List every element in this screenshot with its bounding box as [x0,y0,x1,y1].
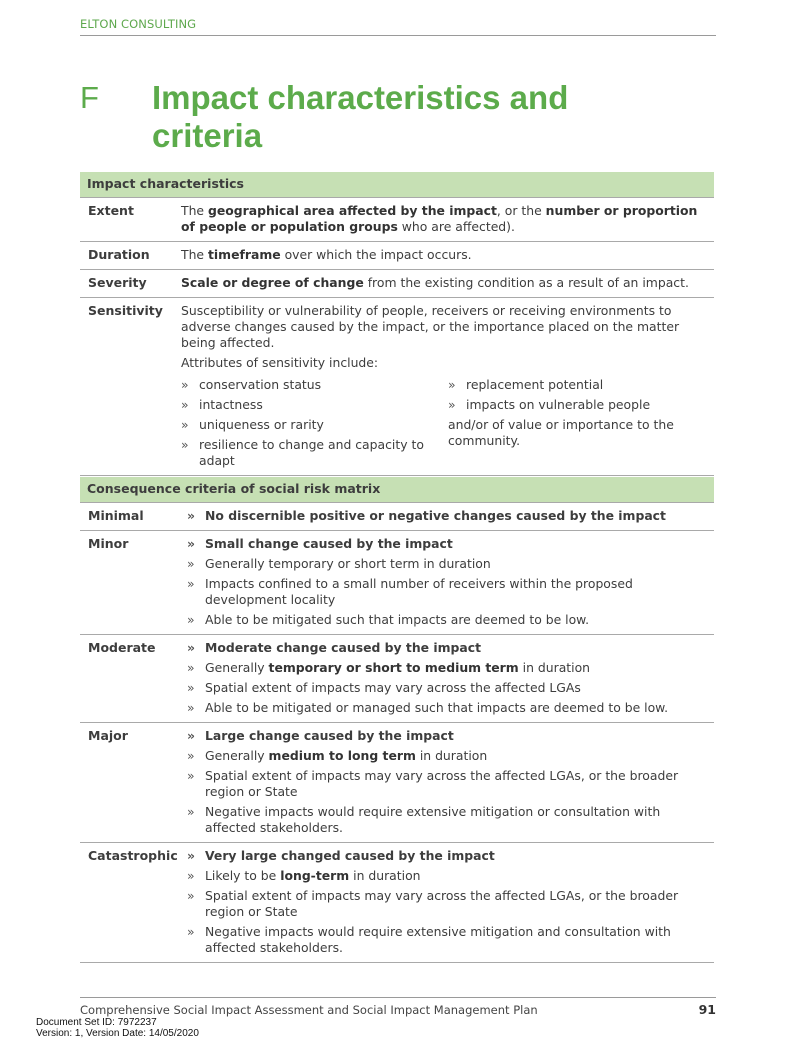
bullet-icon: » [181,376,189,392]
list-item: » Able to be mitigated or managed such that impacts are deemed to be low. [187,699,669,715]
sensitivity-description: Susceptibility or vulnerability of people, receivers or receiving environments to adverse changes caused by the impact, or the importance placed on the matter being affected. [181,302,680,350]
list-item: » intactness [181,396,263,412]
table-row [80,197,714,241]
bullet-icon: » [181,436,189,452]
bullet-icon: » [187,727,196,743]
table-row [80,842,714,962]
row-label: Severity [80,269,181,297]
bullet-icon: » [187,747,195,763]
list-item: » Spatial extent of impacts may vary across the affected LGAs, or the broader region or State [187,767,679,799]
table-heading: Consequence criteria of social risk matrix [80,477,714,502]
table-row [80,634,714,722]
version-info: Version: 1, Version Date: 14/05/2020 [36,1028,199,1039]
row-label: Extent [80,197,181,241]
list-item: » No discernible positive or negative changes caused by the impact [187,507,666,523]
list-item: » Very large changed caused by the impact [187,847,495,863]
bullet-icon: » [181,416,189,432]
table-row [80,530,714,634]
bullet-icon: » [187,847,196,863]
bullet-icon: » [187,555,195,571]
list-item: » Able to be mitigated such that impacts are deemed to be low. [187,611,590,627]
table-row [80,297,714,475]
attribute-list-right [448,377,708,469]
bullet-icon: » [187,611,195,627]
bullet-icon: » [187,507,196,523]
bullet-icon: » [187,659,195,675]
document-set-id: Document Set ID: 7972237 [36,1017,157,1028]
table-row [80,722,714,842]
bullet-icon: » [187,887,195,903]
list-item: » Generally temporary or short term in duration [187,555,491,571]
row-label: Major [80,722,187,842]
list-item: » Negative impacts would require extensive mitigation or consultation with affected stakeholders. [187,803,661,835]
list-item: » Spatial extent of impacts may vary across the affected LGAs [187,679,581,695]
row-label: Minor [80,530,187,634]
bullet-icon: » [181,396,189,412]
row-text: Scale or degree of change from the existing condition as a result of an impact. [181,269,714,297]
list-item: » Negative impacts would require extensive mitigation and consultation with affected stakeholders. [187,923,671,955]
list-item: » Generally medium to long term in duration [187,747,488,763]
list-item: » Generally temporary or short to medium term in duration [187,659,591,675]
table-row [80,269,714,297]
running-header [80,17,716,36]
impact-characteristics-table [80,172,714,476]
list-item: » Large change caused by the impact [187,727,454,743]
row-label: Sensitivity [80,297,181,475]
bullet-icon: » [187,867,195,883]
footer-text: Comprehensive Social Impact Assessment and Social Impact Management Plan [80,1003,538,1017]
page-title: Impact characteristics and criteria [152,79,569,154]
row-label: Minimal [80,502,187,530]
page-footer [80,997,716,1017]
consequence-criteria-table [80,477,714,963]
sensitivity-intro: Attributes of sensitivity include: [181,354,379,370]
attribute-list-left [181,377,448,469]
row-text: The geographical area affected by the impact, or the number or proportion of people or population groups who are affected). [181,197,714,241]
list-item: » impacts on vulnerable people [448,396,651,412]
table-heading: Impact characteristics [80,172,714,197]
row-text [181,297,714,475]
row-label: Catastrophic [80,842,187,962]
list-tail: and/or of value or importance to the community. [448,416,674,448]
list-item: » Likely to be long-term in duration [187,867,421,883]
row-label: Duration [80,241,181,269]
row-text: The timeframe over which the impact occurs. [181,241,714,269]
bullet-icon: » [448,376,456,392]
bullet-icon: » [187,575,195,591]
row-label: Moderate [80,634,187,722]
list-item: » uniqueness or rarity [181,416,324,432]
list-item: » Spatial extent of impacts may vary across the affected LGAs, or the broader region or State [187,887,679,919]
bullet-icon: » [187,699,195,715]
bullet-icon: » [187,923,195,939]
section-letter: F [80,80,99,115]
list-item: » Small change caused by the impact [187,535,453,551]
bullet-icon: » [187,535,196,551]
page-number: 91 [698,1002,716,1017]
list-item: » Impacts confined to a small number of receivers within the proposed development locality [187,575,633,607]
table-row [80,241,714,269]
bullet-icon: » [187,679,195,695]
bullet-icon: » [448,396,456,412]
table-row [80,502,714,530]
list-item: » replacement potential [448,376,604,392]
bullet-icon: » [187,803,195,819]
bullet-icon: » [187,767,195,783]
list-item: » conservation status [181,376,322,392]
company-name: ELTON CONSULTING [80,17,197,31]
list-item: » Moderate change caused by the impact [187,639,482,655]
bullet-icon: » [187,639,196,655]
list-item: » resilience to change and capacity to adapt [181,436,424,468]
